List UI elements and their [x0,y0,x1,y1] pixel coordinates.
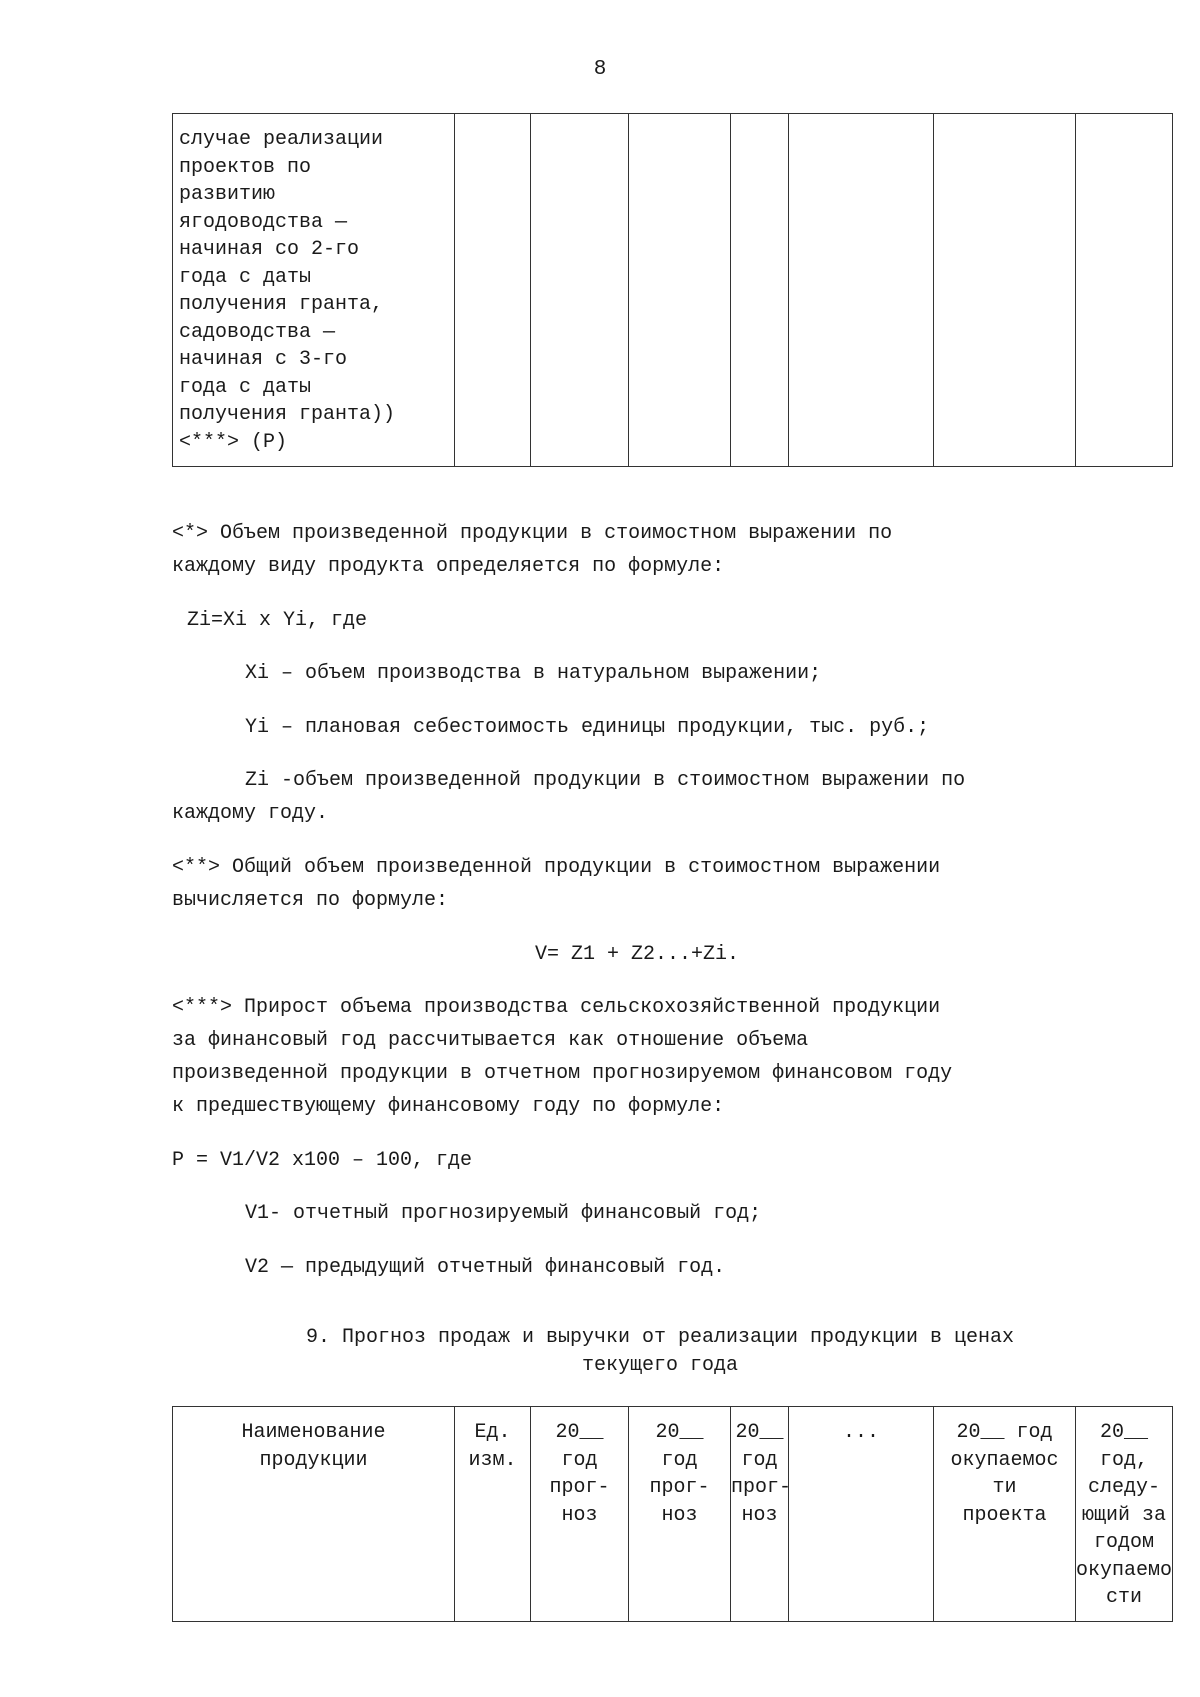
table-cell [934,114,1076,467]
header-forecast-year-1: 20__ год прог- ноз [549,1421,610,1527]
definition-zi-line-2: каждому году. [172,802,329,825]
header-year-after-payback: 20__ год, следу- ющий за годом окупаемо сти [1076,1421,1173,1609]
header-payback-year: 20__ год окупаемос ти проекта [950,1421,1059,1527]
footnote-1-line-2: каждому виду продукта определяется по формуле: [172,555,725,578]
header-product-name: Наименование продукции [241,1421,386,1472]
formula-p: P = V1/V2 x100 – 100, где [172,1149,473,1172]
formula-zi: Zi=Xi x Yi, где [187,609,368,632]
definition-v1: V1- отчетный прогнозируемый финансовый год; [245,1202,762,1225]
table-cell [789,114,934,467]
header-cell [173,1407,455,1622]
footnote-2-line-1: <**> Общий объем произведенной продукции в стоимостном выражении [172,856,941,879]
formula-v: V= Z1 + Z2...+Zi. [535,943,740,966]
table-cell [173,114,455,467]
table-header-row [173,1407,1173,1622]
header-cell [1076,1407,1173,1622]
page-number: 8 [593,58,607,81]
table-cell [455,114,531,467]
table-cell [1076,114,1173,467]
definition-xi: Xi – объем производства в натуральном выражении; [245,662,822,685]
header-cell [629,1407,731,1622]
footnote-3-line-3: произведенной продукции в отчетном прогнозируемом финансовом году [172,1062,953,1085]
section-9-title-line-2: текущего года [581,1354,739,1377]
header-cell [455,1407,531,1622]
definition-zi-line-1: Zi -объем произведенной продукции в стоимостном выражении по [245,769,966,792]
sales-forecast-table [172,1406,1173,1622]
header-cell [789,1407,934,1622]
footnote-2-line-2: вычисляется по формуле: [172,889,449,912]
header-forecast-year-2: 20__ год прог- ноз [649,1421,710,1527]
table-cell [531,114,629,467]
header-unit: Ед. изм. [468,1421,517,1472]
cell-text: случае реализации проектов по развитию ягодоводства — начиная со 2-го года с даты получения гранта, садоводства — начиная с 3-го года с даты получения гранта)) <***> (Р) [179,128,396,454]
header-cell [531,1407,629,1622]
section-9-title-line-1: 9. Прогноз продаж и выручки от реализации продукции в ценах [305,1326,1015,1349]
header-cell [934,1407,1076,1622]
footnote-3-line-2: за финансовый год рассчитывается как отношение объема [172,1029,809,1052]
footnote-1-line-1: <*> Объем произведенной продукции в стоимостном выражении по [172,522,893,545]
table-row [173,114,1173,467]
header-cell [731,1407,792,1622]
definition-v2: V2 — предыдущий отчетный финансовый год. [245,1256,726,1279]
header-ellipsis: ... [842,1421,879,1444]
table-cell [731,114,789,467]
footnote-3-line-4: к предшествующему финансовому году по формуле: [172,1095,725,1118]
header-forecast-year-3: 20__ год прог- ноз [731,1421,792,1527]
definition-yi: Yi – плановая себестоимость единицы продукции, тыс. руб.; [245,716,930,739]
continuation-table [172,113,1173,467]
footnote-3-line-1: <***> Прирост объема производства сельскохозяйственной продукции [172,996,941,1019]
table-cell [629,114,731,467]
